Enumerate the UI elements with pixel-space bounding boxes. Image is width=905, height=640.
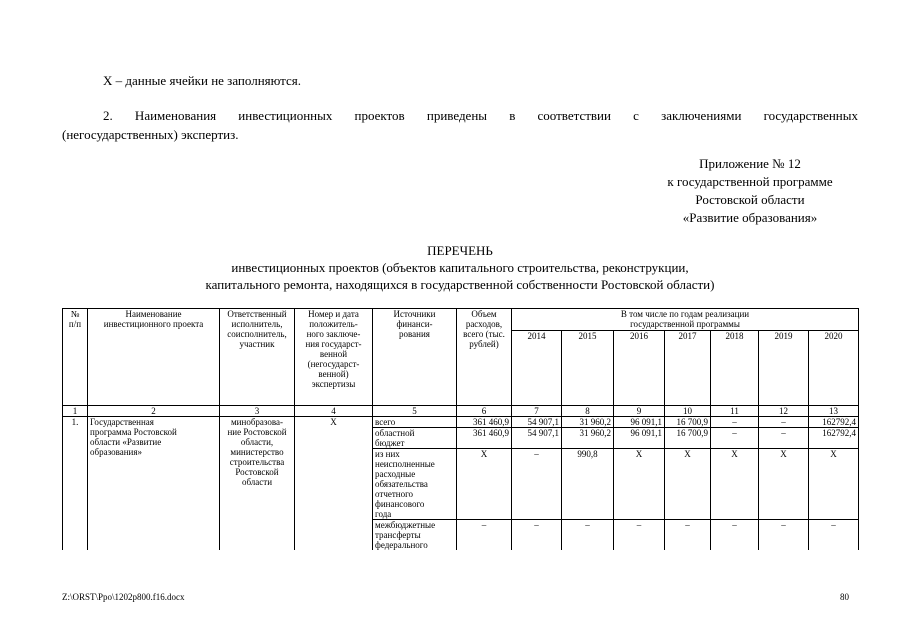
year-cell: – bbox=[759, 417, 809, 428]
appendix-block bbox=[600, 155, 900, 227]
column-number: 5 bbox=[373, 406, 457, 417]
column-number: 10 bbox=[665, 406, 711, 417]
year-cell: – bbox=[809, 520, 859, 551]
header-by-years: В том числе по годам реализации государственной программы bbox=[512, 309, 859, 331]
year-cell: Х bbox=[809, 449, 859, 520]
year-cell: – bbox=[759, 428, 809, 449]
paragraph-line-1: 2. Наименования инвестиционных проектов приведены в соответствии с заключениями государственных bbox=[103, 108, 858, 123]
volume-cell: 361 460,9 bbox=[457, 417, 512, 428]
year-cell: – bbox=[614, 520, 665, 551]
column-number: 11 bbox=[711, 406, 759, 417]
source-cell: из них неисполненные расходные обязательства отчетного финансового года bbox=[373, 449, 457, 520]
footer-file-path: Z:\ORST\Ppo\1202p800.f16.docx bbox=[62, 592, 185, 602]
header-sources: Источники финанси- рования bbox=[373, 309, 457, 406]
title-line-1: ПЕРЕЧЕНЬ bbox=[427, 243, 493, 258]
source-cell: межбюджетные трансферты федерального bbox=[373, 520, 457, 551]
column-number: 2 bbox=[88, 406, 220, 417]
year-cell: 54 907,1 bbox=[512, 428, 562, 449]
year-cell: – bbox=[711, 520, 759, 551]
year-cell: Х bbox=[614, 449, 665, 520]
year-cell: 96 091,1 bbox=[614, 417, 665, 428]
year-cell: – bbox=[512, 520, 562, 551]
column-number: 1 bbox=[63, 406, 88, 417]
year-cell: 54 907,1 bbox=[512, 417, 562, 428]
table-row bbox=[63, 417, 859, 428]
appendix-line-4: «Развитие образования» bbox=[682, 210, 818, 225]
header-num: № п/п bbox=[63, 309, 88, 406]
project-responsible: минобразова- ние Ростовской области, министерство строительства Ростовской области bbox=[220, 417, 295, 551]
header-conclusion: Номер и дата положитель- ного заключе- ния государст- венной (негосударст- венной) экспертизы bbox=[295, 309, 373, 406]
year-cell: – bbox=[665, 520, 711, 551]
header-year: 2015 bbox=[562, 331, 614, 406]
volume-cell: 361 460,9 bbox=[457, 428, 512, 449]
source-cell: всего bbox=[373, 417, 457, 428]
column-number: 7 bbox=[512, 406, 562, 417]
column-number: 12 bbox=[759, 406, 809, 417]
paragraph-text bbox=[62, 106, 858, 144]
header-year: 2019 bbox=[759, 331, 809, 406]
year-cell: – bbox=[562, 520, 614, 551]
year-cell: 990,8 bbox=[562, 449, 614, 520]
project-conclusion: Х bbox=[295, 417, 373, 551]
column-number: 6 bbox=[457, 406, 512, 417]
header-year: 2016 bbox=[614, 331, 665, 406]
title-line-3: капитального ремонта, находящихся в государственной собственности Ростовской области) bbox=[205, 277, 715, 292]
year-cell: 16 700,9 bbox=[665, 417, 711, 428]
column-number: 13 bbox=[809, 406, 859, 417]
header-year: 2017 bbox=[665, 331, 711, 406]
column-number: 8 bbox=[562, 406, 614, 417]
project-num: 1. bbox=[63, 417, 88, 551]
note-text: X – данные ячейки не заполняются. bbox=[103, 73, 302, 88]
year-cell: – bbox=[759, 520, 809, 551]
source-cell: областной бюджет bbox=[373, 428, 457, 449]
header-year: 2018 bbox=[711, 331, 759, 406]
header-responsible: Ответственный исполнитель, соисполнитель, участник bbox=[220, 309, 295, 406]
column-number: 9 bbox=[614, 406, 665, 417]
volume-cell: – bbox=[457, 520, 512, 551]
year-cell: 16 700,9 bbox=[665, 428, 711, 449]
projects-table bbox=[62, 308, 859, 550]
document-title bbox=[62, 242, 858, 293]
header-year: 2020 bbox=[809, 331, 859, 406]
year-cell: 31 960,2 bbox=[562, 417, 614, 428]
appendix-line-1: Приложение № 12 bbox=[699, 156, 801, 171]
year-cell: Х bbox=[711, 449, 759, 520]
header-name: Наименование инвестиционного проекта bbox=[88, 309, 220, 406]
column-number: 3 bbox=[220, 406, 295, 417]
year-cell: 162792,4 bbox=[809, 428, 859, 449]
year-cell: Х bbox=[665, 449, 711, 520]
year-cell: 31 960,2 bbox=[562, 428, 614, 449]
year-cell: 162792,4 bbox=[809, 417, 859, 428]
volume-cell: Х bbox=[457, 449, 512, 520]
appendix-line-2: к государственной программе bbox=[667, 174, 833, 189]
paragraph-line-2: (негосударственных) экспертиз. bbox=[62, 127, 239, 142]
year-cell: Х bbox=[759, 449, 809, 520]
column-number-row bbox=[63, 406, 859, 417]
page-number: 80 bbox=[840, 592, 849, 602]
project-name: Государственная программа Ростовской области «Развитие образования» bbox=[88, 417, 220, 551]
year-cell: – bbox=[711, 428, 759, 449]
year-cell: – bbox=[711, 417, 759, 428]
year-cell: – bbox=[512, 449, 562, 520]
appendix-line-3: Ростовской области bbox=[695, 192, 805, 207]
year-cell: 96 091,1 bbox=[614, 428, 665, 449]
header-year: 2014 bbox=[512, 331, 562, 406]
title-line-2: инвестиционных проектов (объектов капитального строительства, реконструкции, bbox=[231, 260, 689, 275]
column-number: 4 bbox=[295, 406, 373, 417]
header-volume: Объем расходов, всего (тыс. рублей) bbox=[457, 309, 512, 406]
